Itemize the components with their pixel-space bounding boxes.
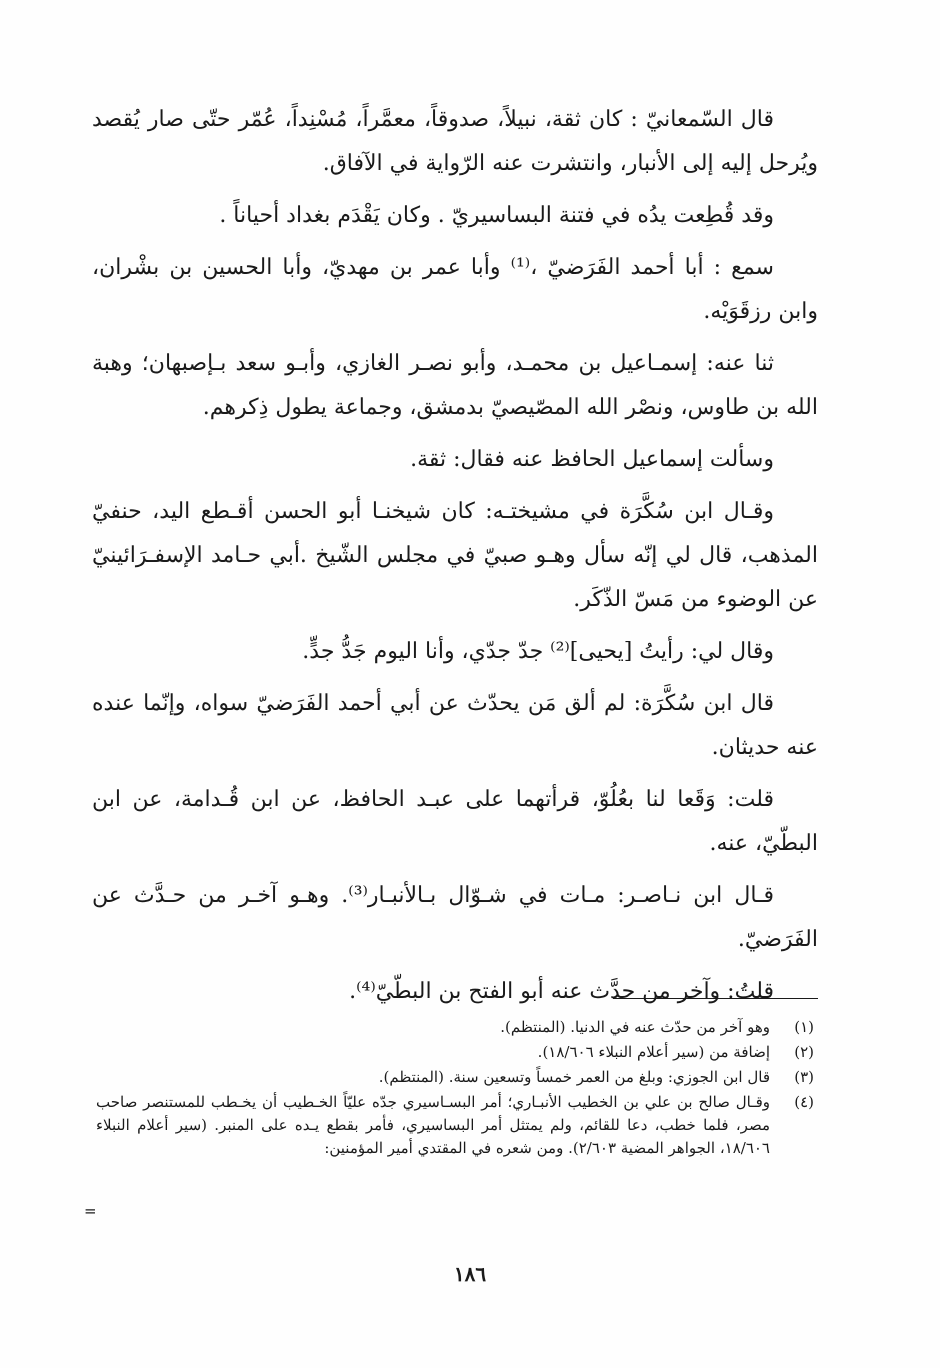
paragraph: قال ابن سُكَّرَة: لم ألق مَن يحدّث عن أبي أحمد الفَرَضيّ سواه، وإنّما عنده عنه حديثان.	[92, 691, 818, 760]
footnote-number: (٤)	[794, 1093, 814, 1111]
paragraph: وقال لي: رأيتُ [يحيى]⁽²⁾ جدّ جدّي، وأنا اليوم جَدُّ جدٍّ.	[302, 639, 774, 664]
main-text	[92, 98, 818, 1022]
footnote-number: (١)	[794, 1018, 814, 1036]
footnote-text: إضافة من (سير أعلام النبلاء ١٨/٦٠٦).	[537, 1043, 770, 1061]
footnotes	[96, 1016, 814, 1162]
paragraph: قـال ابن نـاصـر: مـات في شـوّال بـالأنبـار⁽³⁾. وهـو آخـر من حـدَّث عن الفَرَضيّ.	[92, 883, 818, 952]
paragraph: قلت: وَقَعا لنا بعُلُوّ، قرأتهما على عبـد الحافظ، عن ابن قُـدامة، عن ابن البطّيّ، عنه.	[92, 787, 818, 856]
footnote-number: (٣)	[794, 1068, 814, 1086]
footnote	[96, 1091, 814, 1160]
footnote-text: وقـال صالح بن علي بن الخطيب الأنبـاري؛ أمر البسـاسيري جدّه عليّاً الخـطيب أن يخـطب للمستنصر صاحب مصر، فلما خطب، دعا للقائم، ولم يمتثل أمر البساسيري، فأمر بقطع يـده على المنبر. (سير أعلام النبلاء ١٨/٦٠٦، الجواهر المضية ٢/٦٠٣). ومن شعره في المقتدي أمير المؤمنين:	[96, 1093, 770, 1157]
paragraph: ثنا عنه: إسمـاعيل بن محمـد، وأبو نصـر الغازي، وأبـو سعد بـإصبهان؛ وهبة الله بن طاوس، ونصْر الله المصّيصيّ بدمشق، وجماعة يطول ذِكرهم.	[92, 351, 818, 420]
footnote	[96, 1066, 814, 1089]
footnote-text: وهو آخر من حدّث عنه في الدنيا. (المنتظم).	[500, 1018, 770, 1036]
paragraph: وقد قُطِعت يدُه في فتنة البساسيريّ . وكان يَقْدَم بغداد أحياناً .	[219, 203, 774, 228]
page-number: ١٨٦	[453, 1262, 487, 1286]
paragraph: وقـال ابن سُكَّرَة في مشيختـه: كان شيخنـا أبو الحسن أقـطع اليد، حنفيّ المذهب، قال لي إنّه سأل وهـو صبيّ في مجلس الشّيخ .أبي حـامد الإسفـرَائينيّ عن الوضوء من مَسّ الذّكَر.	[92, 499, 818, 612]
paragraph: وسألت إسماعيل الحافظ عنه فقال: ثقة.	[410, 447, 774, 472]
paragraph: سمع : أبا أحمد الفَرَضيّ ،⁽¹⁾ وأبا عمر بن مهديّ، وأبا الحسين بن بشْران، وابن رزقَوَيْه.	[92, 255, 818, 324]
footnote-divider	[613, 998, 818, 999]
footnote	[96, 1016, 814, 1039]
continuation-mark: =	[84, 1202, 97, 1220]
footnote	[96, 1041, 814, 1064]
footnote-text: قال ابن الجوزي: وبلغ من العمر خمساً وتسعين سنة. (المنتظم).	[378, 1068, 770, 1086]
paragraph: قال السّمعانيّ : كان ثقة، نبيلاً، صدوقاً، معمَّراً، مُسْنِداً، عُمّر حتّى صار يُقصد ويُرحل إليه إلى الأنبار، وانتشرت عنه الرّواية في الآفاق.	[92, 107, 818, 176]
footnote-number: (٢)	[794, 1043, 814, 1061]
paragraph: قلتُ: وآخر من حدَّث عنه أبو الفتح بن البطّيّ⁽⁴⁾.	[349, 979, 774, 1004]
